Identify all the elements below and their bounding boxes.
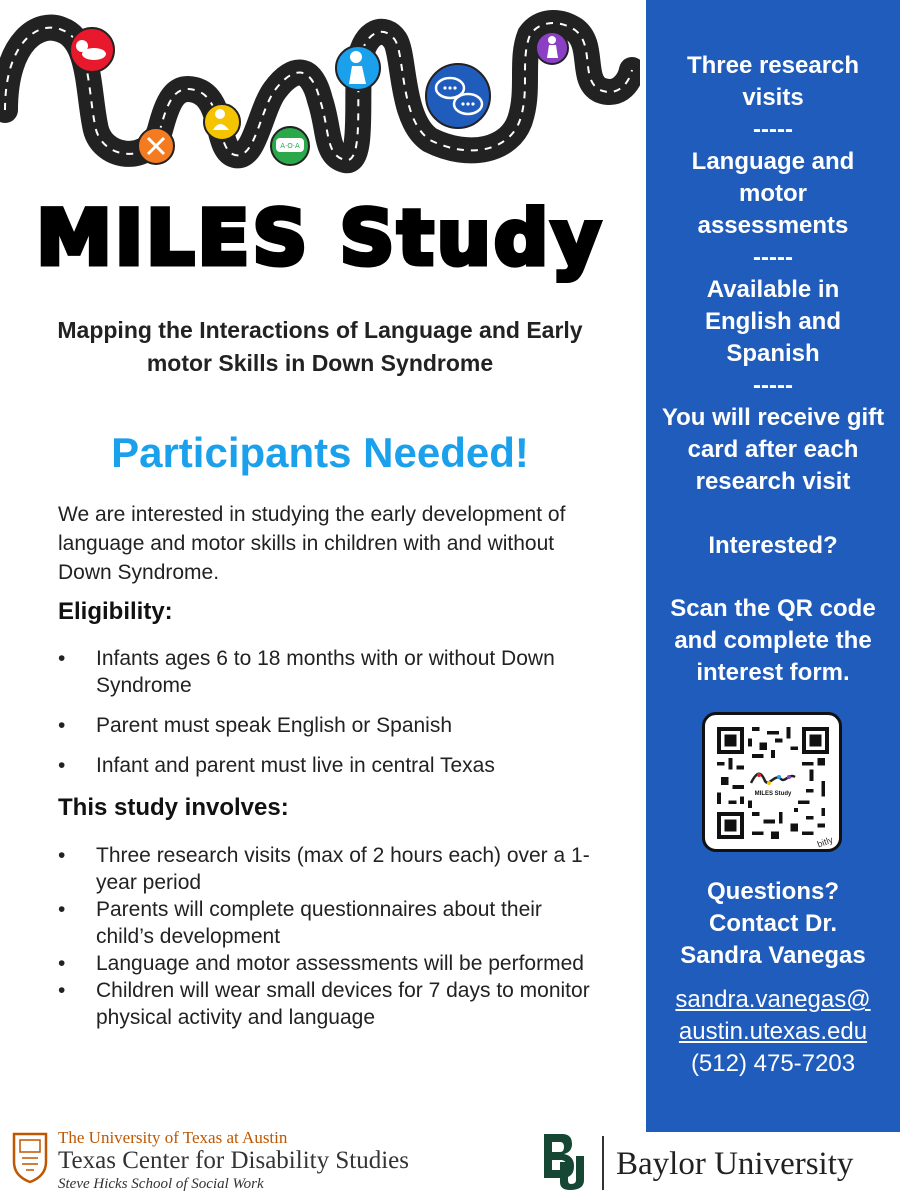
list-item-text: Parent must speak English or Spanish bbox=[96, 714, 453, 737]
panel-divider: ----- bbox=[753, 372, 793, 399]
logo-divider bbox=[602, 1136, 604, 1190]
road-illustration bbox=[0, 0, 640, 180]
ut-austin-logo bbox=[12, 1126, 422, 1196]
phone-number: (512) 475-7203 bbox=[690, 1050, 856, 1077]
page-title: MILES Study bbox=[36, 193, 604, 282]
panel-line: Three research visits bbox=[686, 52, 860, 111]
baylor-bu-mark-icon bbox=[540, 1132, 588, 1192]
list-item bbox=[58, 950, 598, 977]
list-item bbox=[58, 712, 598, 739]
scan-qr-text: Scan the QR code and complete the interest form. bbox=[670, 595, 876, 686]
tcds-name: Texas Center for Disability Studies bbox=[58, 1147, 409, 1174]
panel-line: You will receive gift card after each research visit bbox=[661, 404, 885, 495]
child-walking-icon bbox=[536, 32, 568, 64]
ut-seal-icon bbox=[12, 1130, 48, 1184]
bitly-label: bitly bbox=[815, 834, 835, 850]
contact-details bbox=[646, 984, 900, 1080]
participants-needed-headline: Participants Needed! bbox=[111, 429, 529, 476]
x-mark-icon bbox=[138, 128, 174, 164]
study-involves-heading: This study involves: bbox=[58, 794, 289, 821]
bullet-icon: • bbox=[58, 844, 66, 867]
qr-logo-label: MILES Study bbox=[754, 791, 792, 797]
list-item bbox=[58, 977, 598, 1031]
interested-text: Interested? bbox=[708, 532, 838, 559]
bullet-icon: • bbox=[58, 898, 66, 921]
panel-highlights bbox=[646, 50, 900, 498]
intro-paragraph: We are interested in studying the early development of language and motor skills in children with and without Down Syndrome. bbox=[58, 503, 566, 584]
list-item bbox=[58, 645, 598, 699]
baylor-name: Baylor University bbox=[616, 1146, 854, 1182]
ut-name: The University of Texas at Austin bbox=[58, 1128, 288, 1147]
contact-heading: Questions? Contact Dr. Sandra Vanegas bbox=[680, 878, 866, 969]
list-item bbox=[58, 752, 598, 779]
list-item-text: Language and motor assessments will be performed bbox=[96, 952, 584, 975]
eligibility-heading: Eligibility: bbox=[58, 598, 173, 625]
baby-crawling-icon bbox=[70, 28, 114, 72]
study-subtitle: Mapping the Interactions of Language and Early motor Skills in Down Syndrome bbox=[57, 317, 583, 376]
baylor-logo bbox=[540, 1132, 880, 1196]
list-item-text: Parents will complete questionnaires about their child’s development bbox=[96, 898, 542, 948]
list-item-text: Three research visits (max of 2 hours each) over a 1-year period bbox=[96, 844, 590, 894]
study-involves-list bbox=[58, 842, 598, 1031]
list-item bbox=[58, 896, 598, 950]
eligibility-list bbox=[58, 645, 598, 792]
panel-divider: ----- bbox=[753, 244, 793, 271]
baby-sitting-icon bbox=[204, 104, 240, 140]
qr-code[interactable] bbox=[702, 712, 842, 852]
list-item bbox=[58, 842, 598, 896]
svg-text:A·O·A: A·O·A bbox=[280, 142, 300, 150]
panel-line: Available in English and Spanish bbox=[704, 276, 841, 367]
bullet-icon: • bbox=[58, 754, 66, 777]
bullet-icon: • bbox=[58, 952, 66, 975]
list-item-text: Infant and parent must live in central Texas bbox=[96, 754, 495, 777]
school-name: Steve Hicks School of Social Work bbox=[58, 1176, 264, 1192]
list-item-text: Infants ages 6 to 18 months with or without Down Syndrome bbox=[96, 647, 555, 697]
list-item-text: Children will wear small devices for 7 days to monitor physical activity and language bbox=[96, 979, 590, 1029]
speech-bubble-icon bbox=[271, 127, 309, 165]
child-standing-icon bbox=[336, 46, 380, 90]
bullet-icon: • bbox=[58, 647, 66, 670]
panel-divider: ----- bbox=[753, 116, 793, 143]
email-link-continued[interactable]: austin.utexas.edu bbox=[678, 1018, 868, 1045]
info-panel bbox=[646, 0, 900, 1132]
bullet-icon: • bbox=[58, 979, 66, 1002]
bullet-icon: • bbox=[58, 714, 66, 737]
chat-bubbles-icon bbox=[426, 64, 490, 128]
panel-line: Language and motor assessments bbox=[691, 148, 855, 239]
email-link[interactable]: sandra.vanegas@ bbox=[675, 986, 871, 1013]
